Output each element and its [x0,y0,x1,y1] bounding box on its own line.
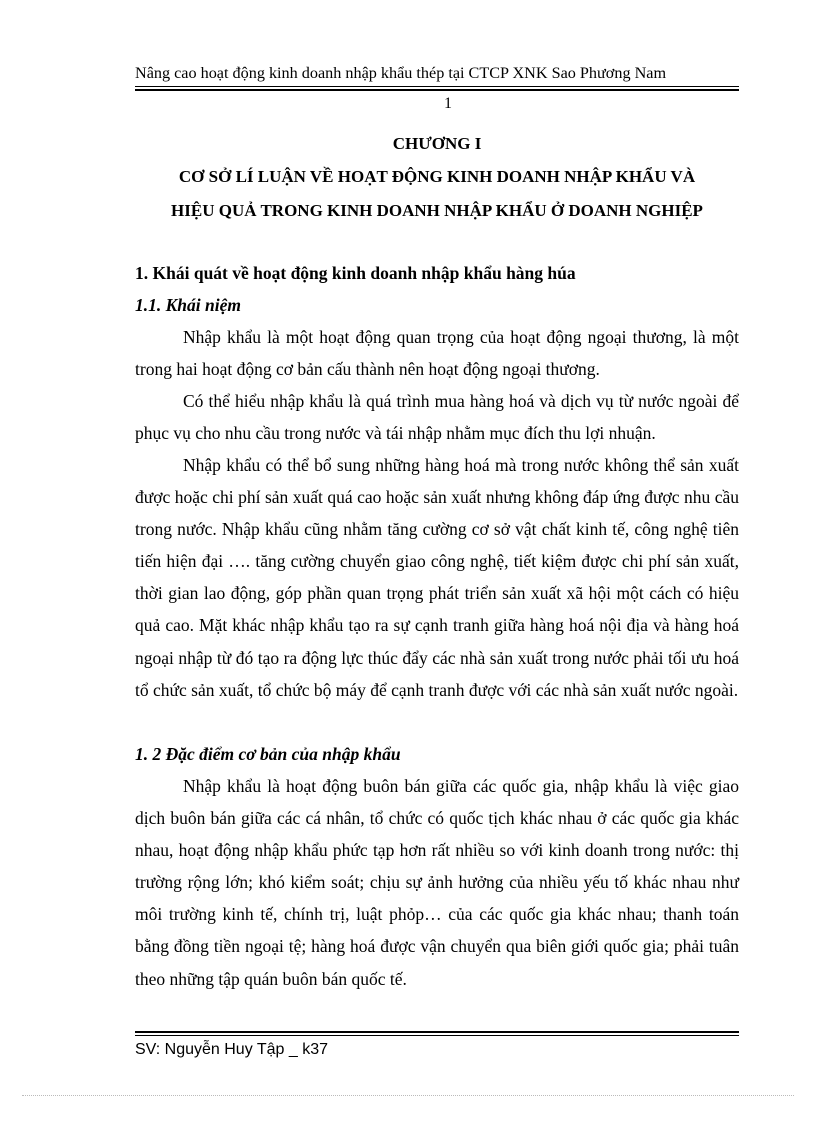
page-number: 1 [444,95,452,112]
paragraph-3: Nhập khẩu có thể bổ sung những hàng hoá mà trong nước không thể sản xuất được hoặc chi phí sản xuất quá cao hoặc sản xuất nhưng không đáp ứng được nhu cầu trong nước. Nhập khẩu cũng nhằm tăng cường cơ sở vật chất kinh tế, công nghệ tiên tiến hiện đại …. tăng cường chuyển giao công nghệ, tiết kiệm được chi phí sản xuất, thời gian lao động, góp phần quan trọng phát triển sản xuất xã hội một cách có hiệu quả cao. Mặt khác nhập khẩu tạo ra sự cạnh tranh giữa hàng hoá nội địa và hàng hoá ngoại nhập từ đó tạo ra động lực thúc đẩy các nhà sản xuất trong nước phải tối ưu hoá tổ chức sản xuất, tổ chức bộ máy để cạnh tranh được với các nhà sản xuất nước ngoài. [135,455,739,700]
chapter-title-line-1: CƠ SỞ LÍ LUẬN VỀ HOẠT ĐỘNG KINH DOANH NHẬP KHẨU VÀ [178,167,696,186]
running-header: Nâng cao hoạt động kinh doanh nhập khẩu thép tại CTCP XNK Sao Phương Nam [135,64,667,82]
chapter-title-line-2: HIỆU QUẢ TRONG KINH DOANH NHẬP KHẨU Ở DOANH NGHIỆP [171,201,703,220]
footer-rule-top [135,1031,739,1033]
paragraph-1: Nhập khẩu là một hoạt động quan trọng của hoạt động ngoại thương, là một trong hai hoạt động cơ bản cấu thành nên hoạt động ngoại thương. [135,327,739,380]
section-heading: 1. Khái quát về hoạt động kinh doanh nhập khẩu hàng húa [135,263,576,283]
subsection-heading-1-1: 1.1. Khái niệm [135,295,241,315]
paragraph-2: Có thể hiểu nhập khẩu là quá trình mua hàng hoá và dịch vụ từ nước ngoài để phục vụ cho nhu cầu trong nước và tái nhập nhằm mục đích thu lợi nhuận. [135,391,739,444]
header-rule-top [135,86,739,87]
paragraph-4: Nhập khẩu là hoạt động buôn bán giữa các quốc gia, nhập khẩu là việc giao dịch buôn bán giữa các cá nhân, tổ chức có quốc tịch khác nhau ở các quốc gia khác nhau, hoạt động nhập khẩu phức tạp hơn rất nhiều so với kinh doanh trong nước: thị trường rộng lớn; khó kiểm soát; chịu sự ảnh hưởng của nhiều yếu tố khác nhau như môi trường kinh tế, chính trị, luật phỏp… của các quốc gia khác nhau; thanh toán bằng đồng tiền ngoại tệ; hàng hoá được vận chuyển qua biên giới quốc gia; phải tuân theo những tập quán buôn bán quốc tế. [135,776,739,989]
page-edge-guide [22,1095,794,1096]
chapter-label: CHƯƠNG I [392,134,482,153]
footer-rule-bottom [135,1035,739,1036]
subsection-heading-1-2: 1. 2 Đặc điểm cơ bản của nhập khẩu [135,744,401,764]
header-rule-bottom [135,89,739,91]
running-footer: SV: Nguyễn Huy Tập _ k37 [135,1041,328,1058]
